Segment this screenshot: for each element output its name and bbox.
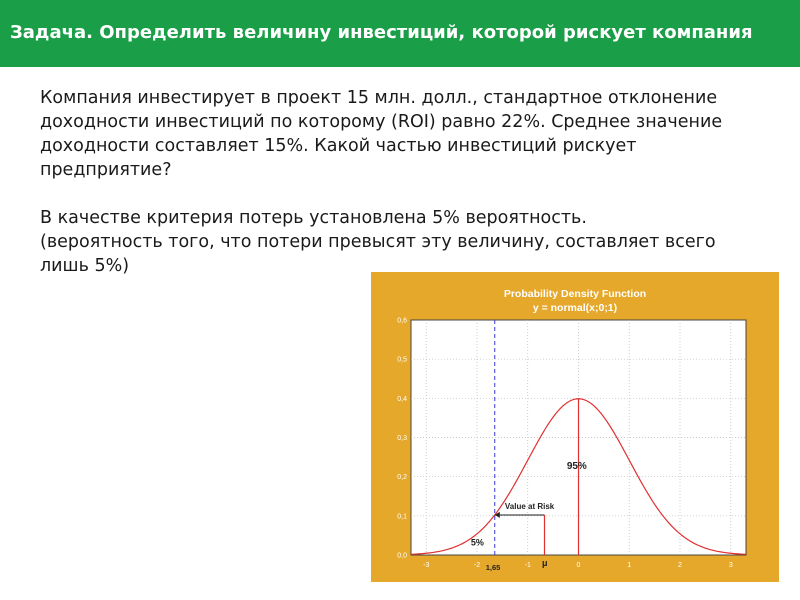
body-percent-label: 95% [566,460,587,472]
x-tick-label: 2 [678,562,682,569]
slide-title: Задача. Определить величину инвестиций, которой рискует компания [10,22,753,43]
tail-percent-label: 5% [470,537,484,548]
x-tick-label: 1 [627,562,632,569]
criterion-note: (вероятность того, что потери превысят эту величину, составляет всего лишь 5%) [40,232,716,276]
y-tick-label: 0,3 [397,435,407,442]
value-at-risk-label: Value at Risk [504,501,555,511]
pdf-chart [371,272,779,582]
y-tick-label: 0,6 [397,317,407,325]
cutoff-value-label: 1,65 [485,563,501,572]
chart-title: Probability Density Function [503,288,647,300]
y-tick-label: 0,2 [397,474,407,482]
y-tick-label: 0,0 [397,552,407,560]
x-tick-label: 3 [728,562,733,569]
y-tick-label: 0,5 [397,356,407,364]
problem-text [40,86,740,278]
y-tick-label: 0,1 [397,513,407,521]
y-tick-label: 0,4 [397,395,407,403]
chart-subtitle: y = normal(x;0;1) [532,302,618,314]
criterion-line: В качестве критерия потерь установлена 5% вероятность. [40,208,587,228]
pdf-chart-panel [371,272,779,582]
x-tick-label: -1 [524,562,531,569]
x-tick-label: -2 [473,562,481,569]
x-tick-label: -3 [423,562,430,569]
x-tick-label: 0 [576,562,581,569]
mu-label: μ [541,558,548,568]
title-bar [0,0,800,67]
problem-paragraph: Компания инвестирует в проект 15 млн. долл., стандартное отклонение доходности инвестиций по которому (ROI) равно 22%. Среднее значение доходности составляет 15%. Какой частью инвестиций рискует предприятие? [40,88,723,180]
